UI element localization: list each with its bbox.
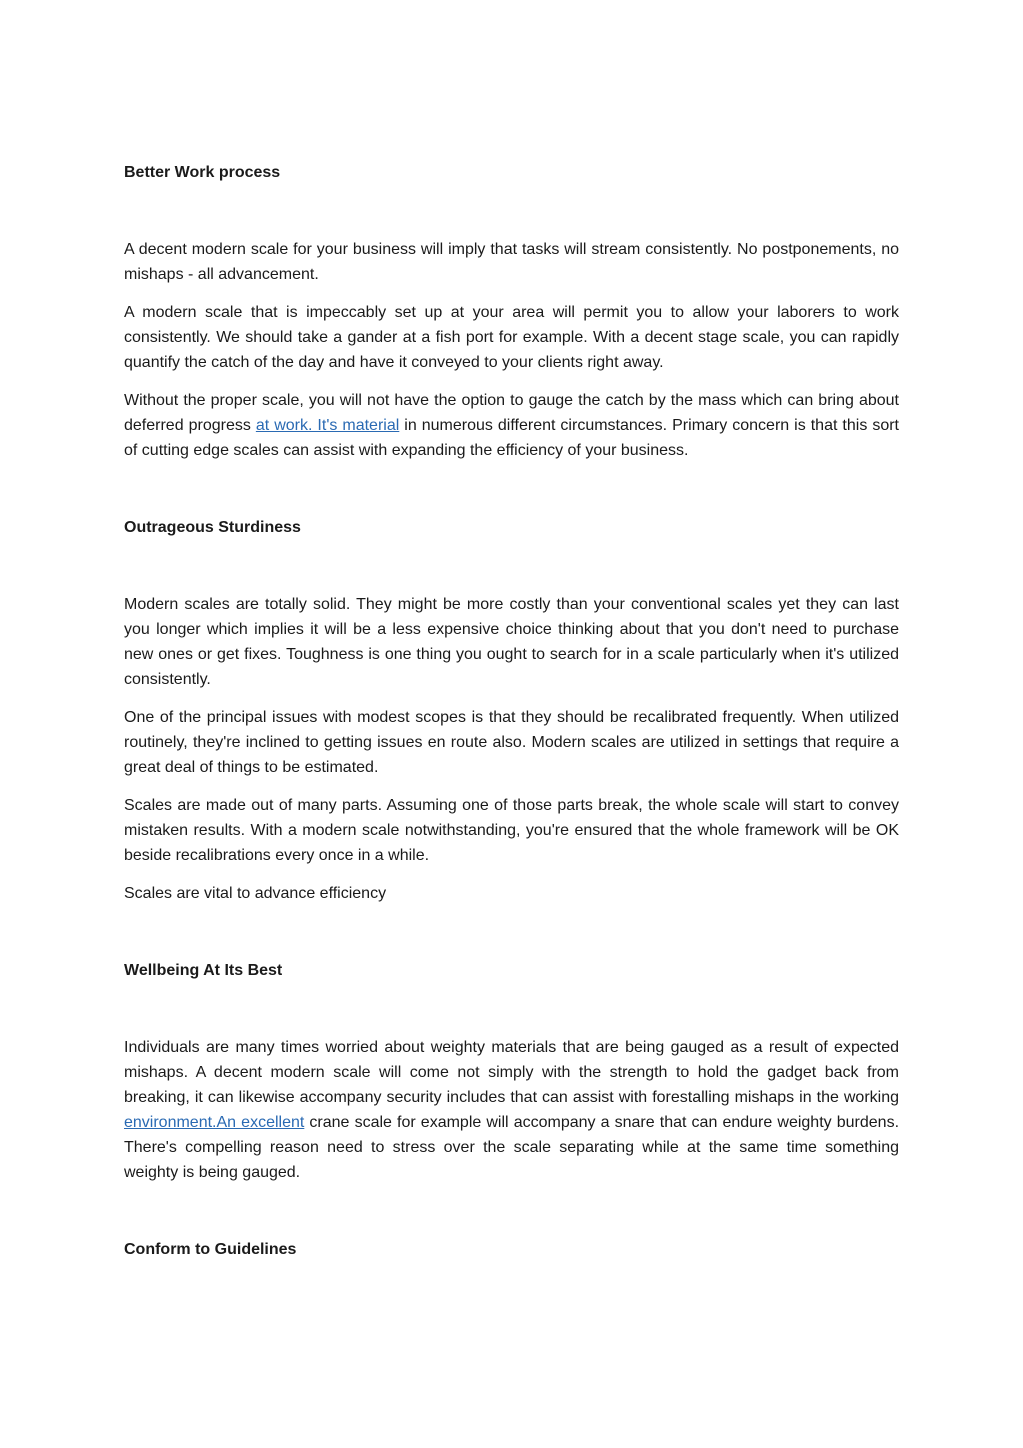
paragraph-with-link: [124, 1035, 899, 1185]
paragraph-text: Individuals are many times worried about weighty materials that are being gauged as a result of expected mishaps. A decent modern scale will come not simply with the strength to hold the gadget back from breaking, it can likewise accompany security includes that can assist with forestalling mishaps in the working: [124, 1039, 899, 1106]
paragraph: Scales are made out of many parts. Assuming one of those parts break, the whole scale will start to convey mistaken results. With a modern scale notwithstanding, you're ensured that the whole framework will be OK beside recalibrations every once in a while.: [124, 797, 899, 864]
paragraph: A decent modern scale for your business will imply that tasks will stream consistently. No postponements, no mishaps - all advancement.: [124, 241, 899, 283]
inline-link-at-work[interactable]: at work. It's material: [255, 417, 400, 434]
paragraph: One of the principal issues with modest scopes is that they should be recalibrated frequently. When utilized routinely, they're inclined to getting issues en route also. Modern scales are utilized in settings that require a great deal of things to be estimated.: [124, 709, 899, 776]
paragraph-text: Without the proper scale, you will not have the option to gauge the catch by the mass which can bring about deferred progress: [124, 392, 899, 434]
section-heading-conform-to-guidelines: Conform to Guidelines: [124, 1241, 297, 1258]
paragraph: Modern scales are totally solid. They might be more costly than your conventional scales yet they can last you longer which implies it will be a less expensive choice thinking about that you don't need to purchase new ones or get fixes. Toughness is one thing you ought to search for in a scale particularly when it's utilized consistently.: [124, 596, 899, 688]
section-heading-wellbeing: Wellbeing At Its Best: [124, 962, 283, 979]
section-heading-outrageous-sturdiness: Outrageous Sturdiness: [124, 519, 301, 536]
paragraph-text: in numerous different circumstances. Primary concern is that this sort of cutting edge scales can assist with expanding the efficiency of your business.: [124, 417, 899, 459]
paragraph-text: crane scale for example will accompany a snare that can endure weighty burdens. There's compelling reason need to stress over the scale separating while at the same time something weighty is being gauged.: [124, 1114, 900, 1181]
paragraph: A modern scale that is impeccably set up at your area will permit you to allow your laborers to work consistently. We should take a gander at a fish port for example. With a decent stage scale, you can rapidly quantify the catch of the day and have it conveyed to your clients right away.: [124, 304, 899, 371]
paragraph-with-link: [124, 388, 899, 463]
inline-link-environment[interactable]: environment.An excellent: [124, 1114, 305, 1131]
section-heading-better-work-process: Better Work process: [124, 164, 281, 181]
paragraph: Scales are vital to advance efficiency: [124, 885, 387, 902]
document-body: [124, 160, 899, 1262]
